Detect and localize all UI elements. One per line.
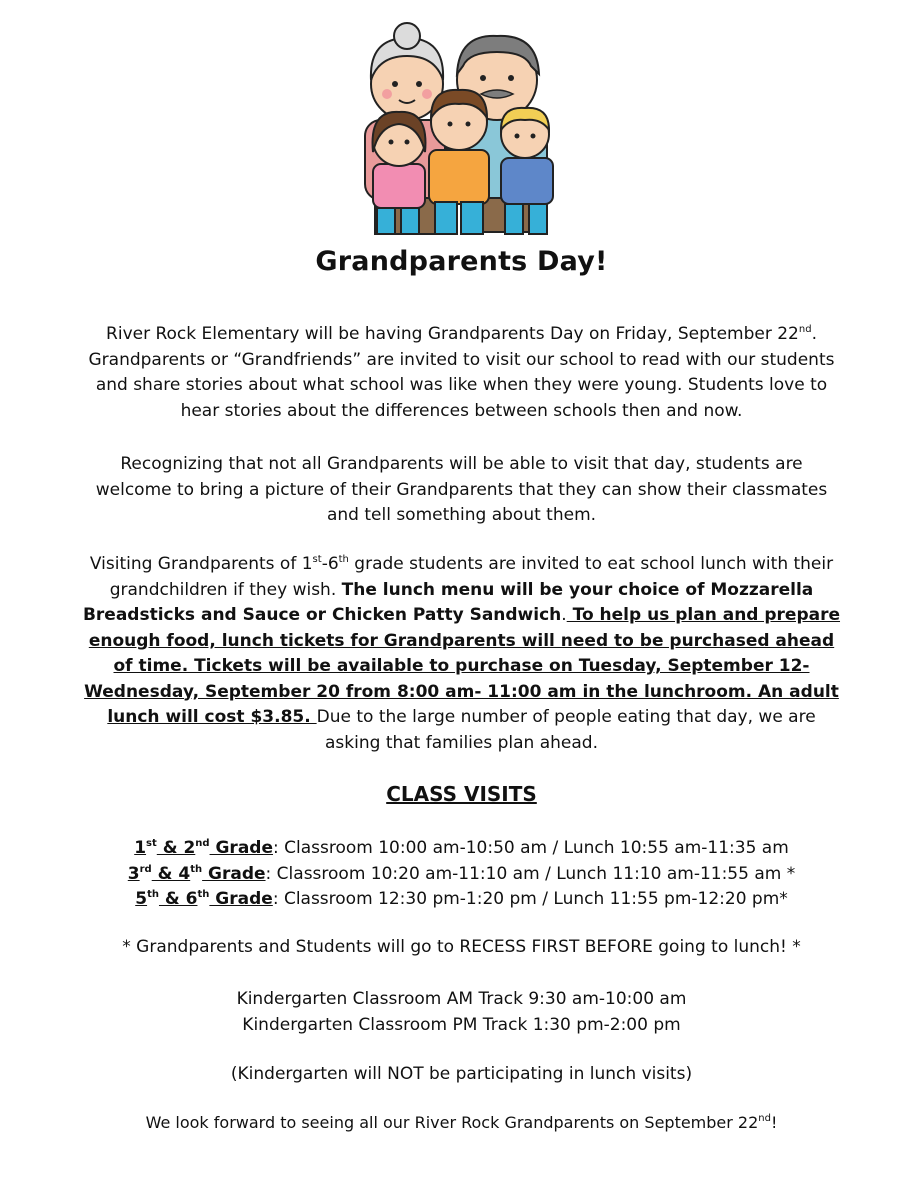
lunch-text-c: grade students are invited to eat school lunch with their grandchildren if they wish.	[109, 554, 834, 600]
page-title: Grandparents Day!	[315, 246, 608, 277]
lunch-tail-text: Due to the large number of people eating that day, we are asking that families plan ahead.	[316, 707, 816, 753]
closing-line	[0, 1113, 923, 1132]
lunch-sup-2: th	[338, 554, 349, 565]
lunch-ticket-text: To help us plan and prepare enough food, lunch tickets for Grandparents will need to be purchased ahead of time. Tickets will be available to purchase on Tuesday, September 12- Wednesday, September 20 from 8:00 am- 11:00 am in the lunchroom. An adult lunch will cost $3.85.	[84, 605, 841, 727]
intro-paragraph	[80, 322, 843, 424]
kindergarten-schedule	[0, 987, 923, 1038]
kindergarten-am: Kindergarten Classroom AM Track 9:30 am-10:00 am	[236, 989, 687, 1009]
schedule-row	[0, 862, 923, 888]
kindergarten-pm: Kindergarten Classroom PM Track 1:30 pm-2:00 pm	[242, 1014, 681, 1035]
lunch-dot: .	[561, 605, 567, 625]
schedule-times: : Classroom 12:30 pm-1:20 pm / Lunch 11:55 pm-12:20 pm*	[272, 889, 788, 909]
closing-sup: nd	[758, 1113, 771, 1124]
class-visits-schedule	[0, 836, 923, 913]
intro-sup: nd	[798, 324, 812, 335]
class-visits-heading: CLASS VISITS	[386, 782, 537, 806]
closing-text-a: We look forward to seeing all our River Rock Grandparents on September 22	[145, 1113, 759, 1132]
grandparents-family-icon	[355, 22, 570, 240]
intro-text-b: . Grandparents or “Grandfriends” are invited to visit our school to read with our students and share stories about what school was like when they were young. Students love to hear stories about the differences between schools then and now.	[88, 324, 835, 421]
lunch-paragraph	[80, 552, 843, 756]
intro-text-a: River Rock Elementary will be having Grandparents Day on Friday, September 22	[106, 324, 799, 344]
picture-paragraph: Recognizing that not all Grandparents will be able to visit that day, students are welcome to bring a picture of their Grandparents that they can show their classmates and tell something about them.	[95, 454, 828, 525]
schedule-times: : Classroom 10:00 am-10:50 am / Lunch 10:55 am-11:35 am	[273, 838, 789, 858]
lunch-menu-text: The lunch menu will be your choice of Mozzarella Breadsticks and Sauce or Chicken Patty Sandwich	[82, 579, 814, 625]
closing-text-b: !	[770, 1113, 778, 1132]
schedule-row	[0, 836, 923, 862]
grade-label: 3rd & 4th Grade	[127, 863, 266, 884]
schedule-row	[0, 887, 923, 913]
schedule-times: : Classroom 10:20 am-11:10 am / Lunch 11:10 am-11:55 am *	[265, 863, 796, 884]
lunch-sup-1: st	[312, 554, 322, 565]
lunch-text-b: -6	[321, 554, 339, 574]
lunch-text-a: Visiting Grandparents of 1	[89, 554, 313, 574]
grade-label: 1st & 2nd Grade	[134, 838, 273, 858]
recess-note: * Grandparents and Students will go to RECESS FIRST BEFORE going to lunch! *	[122, 937, 801, 957]
grade-label: 5th & 6th Grade	[135, 889, 273, 909]
kindergarten-note: (Kindergarten will NOT be participating in lunch visits)	[230, 1064, 693, 1084]
